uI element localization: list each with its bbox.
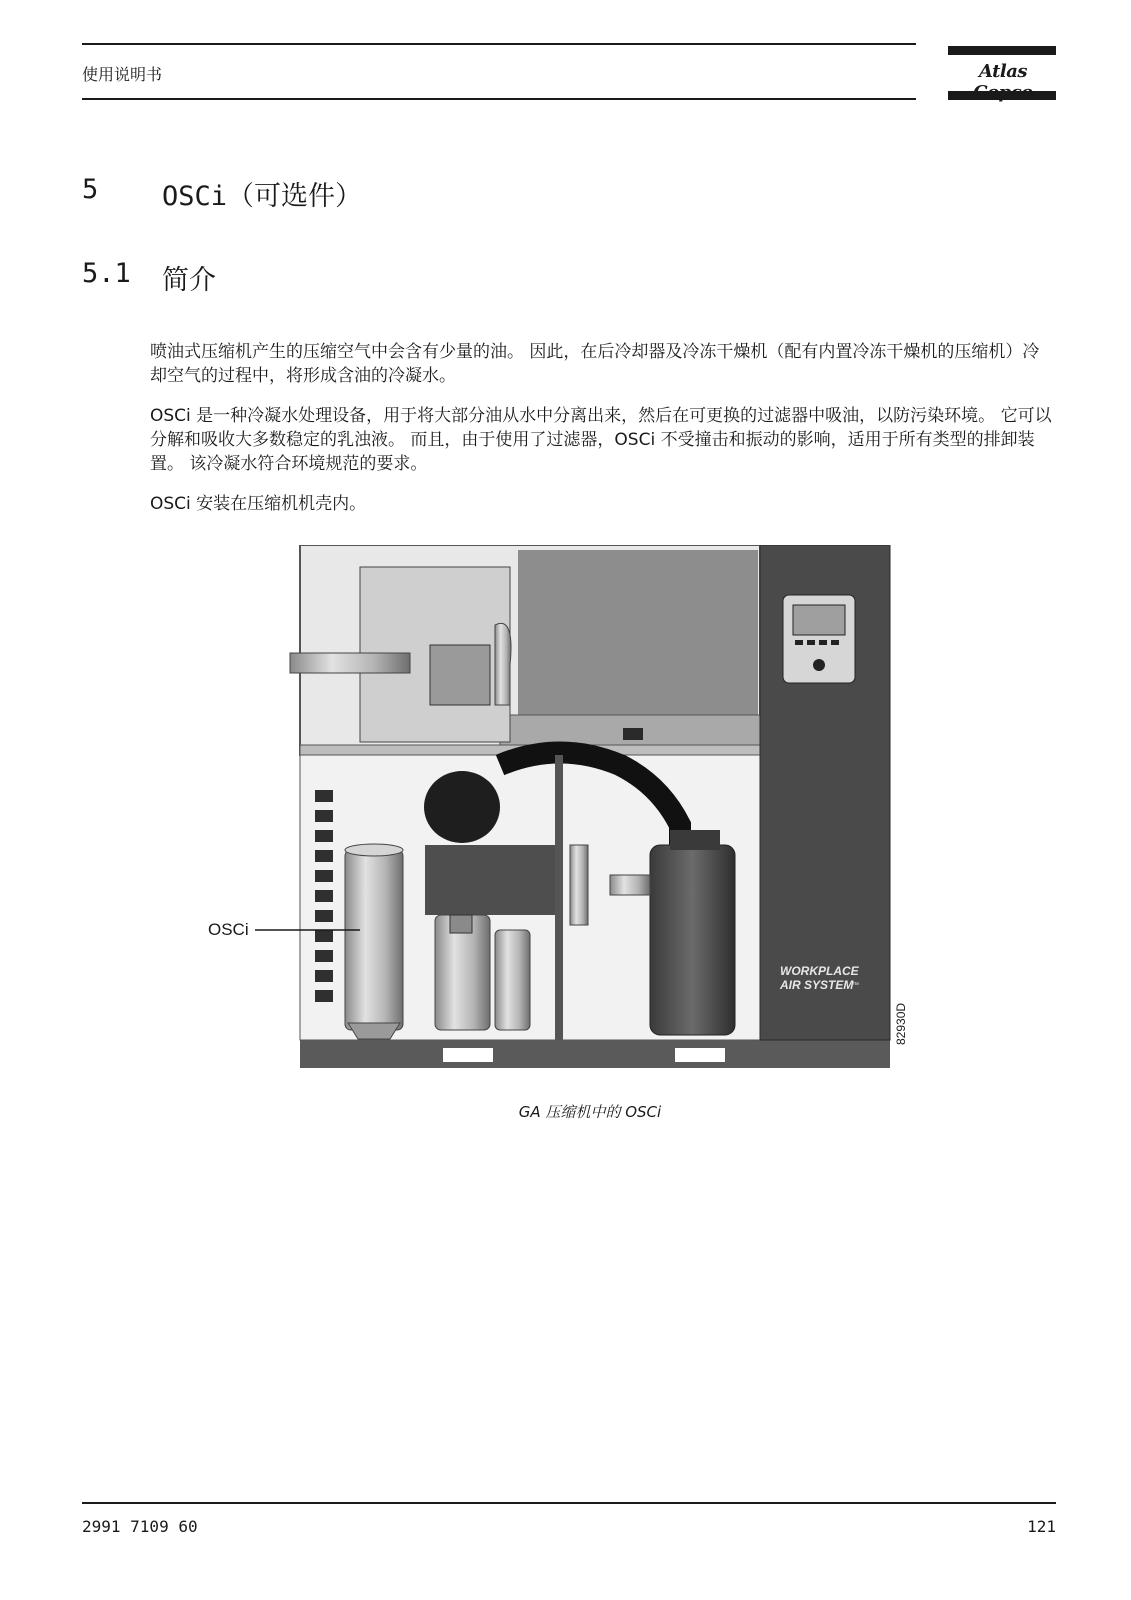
- vertical-frame-post: [555, 755, 563, 1040]
- compressor-element: [425, 845, 555, 915]
- upper-panel: [518, 550, 758, 718]
- vertical-pipe: [570, 845, 588, 925]
- display-screen: [793, 605, 845, 635]
- panel-text-line1: WORKPLACE: [780, 964, 859, 978]
- intake-pipe: [290, 653, 410, 673]
- osci-callout-label: OSCi: [208, 920, 249, 939]
- figure-caption: GA 压缩机中的 OSCi: [518, 1103, 662, 1121]
- document-number: 2991 7109 60: [82, 1517, 198, 1536]
- logo-bottom-bar: [948, 91, 1056, 100]
- stop-button: [813, 659, 825, 671]
- page-number: 121: [1027, 1517, 1056, 1536]
- air-filter: [424, 771, 500, 843]
- filter-head: [450, 915, 472, 933]
- header-top-rule: [82, 43, 916, 45]
- panel-text-line2: AIR SYSTEM: [780, 978, 854, 992]
- forklift-slot-left: [443, 1048, 493, 1062]
- subsection-number: 5.1: [82, 258, 131, 289]
- motor-box: [430, 645, 490, 705]
- skid-base: [300, 1040, 890, 1068]
- osci-vessel: [345, 850, 403, 1030]
- paragraph-1: 喷油式压缩机产生的压缩空气中会含有少量的油。 因此，在后冷却器及冷冻干燥机（配有内置冷冻干燥机的压缩机）冷却空气的过程中，将形成含油的冷凝水。: [150, 342, 1040, 386]
- left-grille: [315, 790, 333, 1002]
- separator-head: [670, 830, 720, 850]
- drawing-number: 82930D: [894, 1002, 908, 1045]
- upper-pipe: [495, 623, 511, 705]
- oil-separator-vessel: [650, 845, 735, 1035]
- atlas-copco-logo: [948, 46, 1056, 100]
- panel-cutout: [623, 728, 643, 740]
- outlet-pipe: [610, 875, 650, 895]
- paragraph-3: OSCi 安装在压缩机机壳内。: [150, 494, 367, 514]
- filter-cylinder-2: [495, 930, 530, 1030]
- compressor-figure: [200, 545, 920, 1085]
- panel-trademark: ™: [852, 982, 859, 989]
- footer-rule: [82, 1502, 1056, 1504]
- manual-title: 使用说明书: [82, 65, 163, 84]
- section-number: 5: [82, 174, 99, 205]
- paragraph-2: OSCi 是一种冷凝水处理设备，用于将大部分油从水中分离出来，然后在可更换的过滤器中吸油，以防污染环境。 它可以分解和吸收大多数稳定的乳浊液。 而且，由于使用了过滤器，OSCi 不受撞击和振动的影响，适用于所有类型的排卸装置。 该冷凝水符合环境规范的要求。: [150, 406, 1052, 474]
- compressor-drawing: [200, 545, 920, 1085]
- subsection-title: 简介: [162, 265, 216, 296]
- logo-wordmark: Atlas: [978, 61, 1028, 82]
- osci-vessel-top: [345, 844, 403, 856]
- forklift-slot-right: [675, 1048, 725, 1062]
- logo-top-bar: [948, 46, 1056, 55]
- section-title: OSCi（可选件）: [162, 181, 363, 212]
- header-bottom-rule: [82, 98, 916, 100]
